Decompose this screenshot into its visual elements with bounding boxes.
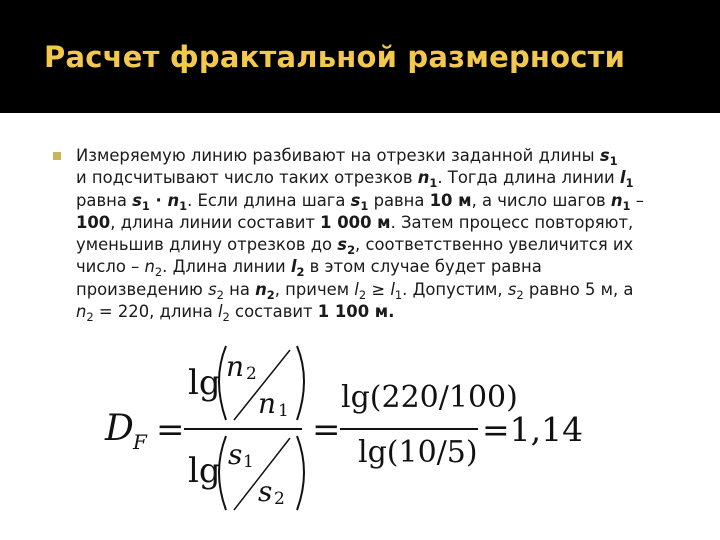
text: = 220, длина: [93, 302, 218, 322]
paragraph-line: [76, 190, 681, 212]
formula-lhs-D: D: [105, 408, 134, 449]
text: –: [630, 190, 644, 210]
value-1000m: 1 000 м: [320, 212, 391, 232]
formula-equals-2: =: [312, 410, 341, 450]
formula-s1-sub: 1: [243, 452, 254, 472]
text: уменьшив длину отрезков до: [76, 235, 338, 255]
subscript: 2: [358, 287, 367, 302]
slide-title: Расчет фрактальной размерности: [44, 40, 626, 74]
formula-n1-sub: 1: [278, 401, 289, 421]
subscript: 2: [154, 265, 163, 280]
formula-s-bottom: s: [258, 475, 273, 508]
formula-lg-den: lg: [188, 451, 221, 491]
text: на: [223, 279, 256, 299]
var-s: s: [599, 146, 610, 165]
var-s: s: [337, 235, 348, 255]
text: . Тогда длина линии: [437, 168, 620, 188]
subscript: 1: [179, 198, 188, 213]
subscript: 2: [296, 265, 305, 280]
subscript: 2: [216, 287, 224, 302]
multiply-dot: ·: [149, 190, 168, 210]
var-s: s: [208, 279, 217, 299]
formula-s-top: s: [228, 438, 243, 471]
var-l: l: [619, 168, 626, 188]
formula-n-top: n: [226, 350, 245, 383]
text: равна: [76, 190, 133, 210]
paragraph-line: [76, 145, 681, 167]
num-right-paren: [297, 346, 304, 420]
formula-equals-1: =: [156, 410, 185, 450]
subscript: 1: [622, 198, 631, 213]
var-n: n: [610, 190, 623, 210]
formula-rhs-denominator: lg(10/5): [358, 435, 478, 470]
value-100: 100: [76, 212, 111, 232]
text: и подсчитывают число таких отрезков: [76, 168, 418, 188]
text: Измеряемую линию разбивают на отрезки заданной длины: [76, 146, 600, 165]
text: число –: [76, 257, 145, 277]
text: , соответственно увеличится их: [355, 235, 634, 255]
var-s: s: [350, 190, 361, 210]
var-l: l: [354, 279, 359, 299]
text: ≥: [366, 279, 391, 299]
formula-n-bottom: n: [258, 387, 277, 420]
den-right-paren: [297, 436, 304, 510]
var-l: l: [390, 279, 395, 299]
subscript: 2: [266, 287, 275, 302]
formula: [100, 340, 600, 525]
value-1100m: 1 100 м.: [317, 302, 395, 322]
formula-rhs-numerator: lg(220/100): [341, 380, 518, 415]
subscript: 2: [86, 310, 94, 325]
subscript: 2: [222, 310, 230, 325]
var-s: s: [507, 279, 517, 299]
text: . Допустим,: [402, 279, 508, 299]
subscript: 1: [141, 198, 150, 213]
text: составит: [229, 302, 318, 322]
text: равна: [368, 190, 430, 210]
paragraph-line: [76, 234, 681, 256]
paragraph: [76, 145, 681, 323]
paragraph-line: [76, 256, 681, 278]
bullet-marker: [53, 152, 61, 160]
var-n: n: [76, 302, 87, 322]
var-n: n: [167, 190, 180, 210]
var-l: l: [217, 302, 223, 322]
text: , а число шагов: [471, 190, 611, 210]
formula-n2-sub: 2: [246, 364, 257, 384]
paragraph-line: [76, 301, 681, 323]
text: равно 5 м, а: [523, 279, 634, 299]
subscript: 1: [394, 287, 403, 302]
formula-lhs-sub: F: [133, 430, 147, 454]
den-left-paren: [219, 436, 226, 510]
num-left-paren: [219, 346, 226, 420]
formula-lg-num: lg: [188, 363, 221, 403]
subscript: 1: [429, 176, 438, 191]
subscript: 1: [625, 176, 634, 191]
paragraph-line: [76, 279, 681, 301]
text: , длина линии составит: [110, 212, 321, 232]
subscript: 1: [609, 154, 618, 169]
subscript: 2: [347, 243, 356, 258]
var-n: n: [255, 279, 267, 299]
formula-result: =1,14: [482, 410, 584, 449]
text: в этом случае будет равна: [304, 257, 542, 277]
paragraph-line: [76, 167, 681, 189]
num-slash: [234, 350, 290, 420]
text: . Затем процесс повторяют,: [390, 212, 634, 232]
text: . Длина линии: [162, 257, 291, 277]
text: . Если длина шага: [187, 190, 351, 210]
formula-s2-sub: 2: [274, 489, 285, 509]
var-l: l: [290, 257, 297, 277]
formula-lines: [100, 340, 600, 525]
text: произведению: [76, 279, 209, 299]
paragraph-line: [76, 212, 681, 234]
var-n: n: [144, 257, 155, 277]
var-n: n: [417, 168, 430, 188]
text: , причем: [274, 279, 355, 299]
value-10m: 10 м: [429, 190, 472, 210]
subscript: 1: [360, 198, 369, 213]
subscript: 2: [516, 287, 524, 302]
var-s: s: [132, 190, 142, 210]
den-slash: [234, 438, 290, 510]
